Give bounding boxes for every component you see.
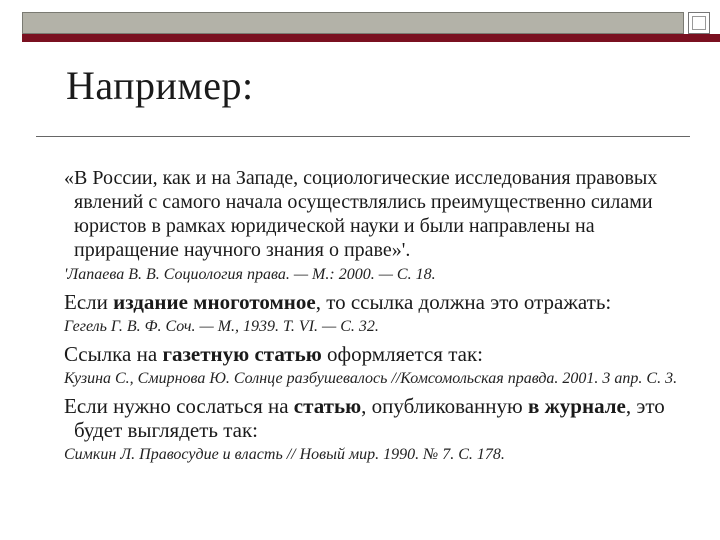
newspaper-reference: Кузина С., Смирнова Ю. Солнце разбушевалось //Комсомольская правда. 2001. 3 апр. С. 3. — [64, 370, 678, 387]
journal-reference: Симкин Л. Правосудие и власть // Новый мир. 1990. № 7. С. 178. — [64, 446, 505, 463]
multivolume-paragraph — [64, 290, 684, 314]
accent-band — [22, 34, 720, 42]
quote-reference: 'Лапаева В. В. Социология права. — М.: 2000. — С. 18. — [64, 266, 436, 283]
slide-title: Например: — [66, 63, 254, 108]
title-divider — [36, 136, 690, 137]
emphasis: издание многотомное — [113, 290, 316, 314]
multivolume-reference: Гегель Г. В. Ф. Соч. — М., 1939. Т. VI. — С. 32. — [64, 318, 379, 335]
quote-paragraph: «В России, как и на Западе, социологические исследования правовых явлений с самого начала осуществлялись преимущественно силами юристов в рамках юридической науки и были направлены на приращение научного знания о праве»'. — [64, 167, 658, 261]
text-segment: Ссылка на — [64, 342, 163, 366]
text-segment: оформляется так: — [321, 342, 484, 366]
journal-paragraph — [64, 394, 684, 442]
emphasis: газетную статью — [162, 342, 322, 366]
text-segment: , это будет выглядеть так: — [74, 394, 665, 442]
text-segment: Если нужно сослаться на — [64, 394, 294, 418]
newspaper-paragraph — [64, 342, 684, 366]
slide-body — [64, 166, 684, 465]
header-bar — [22, 12, 684, 34]
text-segment: , то ссылка должна это отражать: — [315, 290, 612, 314]
emphasis: статью — [293, 394, 362, 418]
text-segment: , опубликованную — [361, 394, 528, 418]
text-segment: Если — [64, 290, 114, 314]
emphasis: в журнале — [527, 394, 626, 418]
corner-square-icon — [688, 12, 710, 34]
